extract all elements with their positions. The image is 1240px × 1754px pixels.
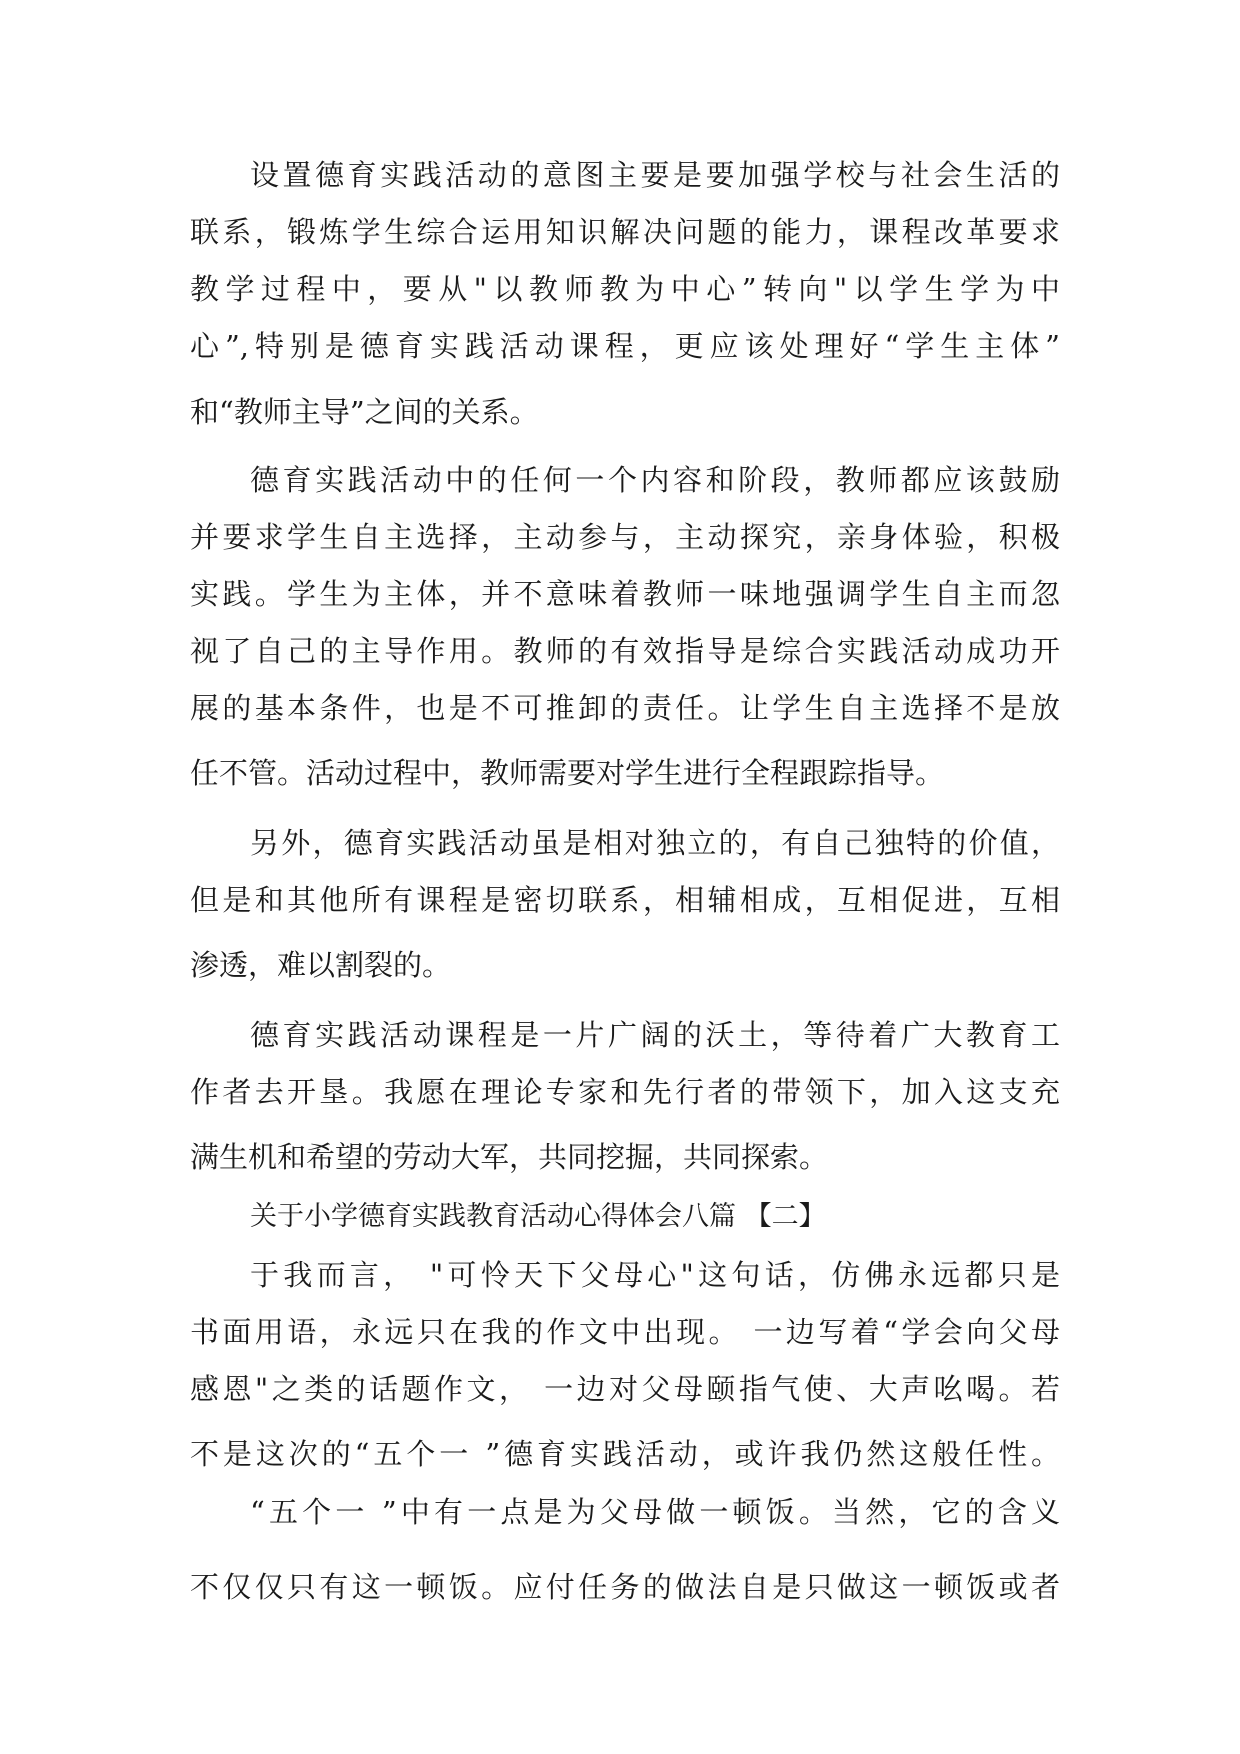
section-heading: 关于小学德育实践教育活动心得体会八篇 【二】 — [250, 1201, 826, 1232]
paragraph-5-line-4: 不是这次的“五个一 ”德育实践活动，或许我仍然这般任性。 — [190, 1437, 1060, 1471]
paragraph-2-line-3: 实践。学生为主体，并不意味着教师一味地强调学生自主而忽 — [190, 577, 1060, 611]
paragraph-3-line-2: 但是和其他所有课程是密切联系，相辅相成，互相促进，互相 — [190, 883, 1060, 917]
paragraph-4-line-1: 德育实践活动课程是一片广阔的沃土，等待着广大教育工 — [250, 1018, 1060, 1052]
paragraph-2-line-1: 德育实践活动中的任何一个内容和阶段，教师都应该鼓励 — [250, 463, 1060, 497]
paragraph-3-line-1: 另外，德育实践活动虽是相对独立的，有自己独特的价值， — [250, 826, 1060, 860]
paragraph-3-line-3: 渗透，难以割裂的。 — [190, 948, 452, 982]
paragraph-4-line-3: 满生机和希望的劳动大军，共同挖掘，共同探索。 — [190, 1140, 829, 1174]
paragraph-4-line-2: 作者去开垦。我愿在理论专家和先行者的带领下，加入这支充 — [190, 1075, 1060, 1109]
paragraph-5-line-3: 感恩"之类的话题作文， 一边对父母颐指气使、大声吆喝。若 — [190, 1372, 1060, 1406]
paragraph-1-line-2: 联系，锻炼学生综合运用知识解决问题的能力，课程改革要求 — [190, 215, 1060, 249]
paragraph-5-line-2: 书面用语，永远只在我的作文中出现。 一边写着“学会向父母 — [190, 1315, 1060, 1349]
paragraph-2-line-4: 视了自己的主导作用。教师的有效指导是综合实践活动成功开 — [190, 634, 1060, 668]
paragraph-6-line-2: 不仅仅只有这一顿饭。应付任务的做法自是只做这一顿饭或者 — [190, 1570, 1060, 1604]
paragraph-1-line-5: 和“教师主导”之间的关系。 — [190, 395, 539, 429]
paragraph-2-line-6: 任不管。活动过程中，教师需要对学生进行全程跟踪指导。 — [190, 756, 945, 790]
paragraph-1-line-1: 设置德育实践活动的意图主要是要加强学校与社会生活的 — [250, 158, 1060, 192]
paragraph-6-line-1: “五个一 ”中有一点是为父母做一顿饭。当然，它的含义 — [250, 1495, 1060, 1529]
paragraph-1-line-3: 教学过程中，要从"以教师教为中心”转向"以学生学为中 — [190, 272, 1060, 306]
paragraph-5-line-1: 于我而言， "可怜天下父母心"这句话，仿佛永远都只是 — [250, 1258, 1060, 1292]
paragraph-1-line-4: 心”,特别是德育实践活动课程，更应该处理好“学生主体” — [190, 329, 1060, 363]
paragraph-2-line-2: 并要求学生自主选择，主动参与，主动探究，亲身体验，积极 — [190, 520, 1060, 554]
paragraph-2-line-5: 展的基本条件，也是不可推卸的责任。让学生自主选择不是放 — [190, 691, 1060, 725]
